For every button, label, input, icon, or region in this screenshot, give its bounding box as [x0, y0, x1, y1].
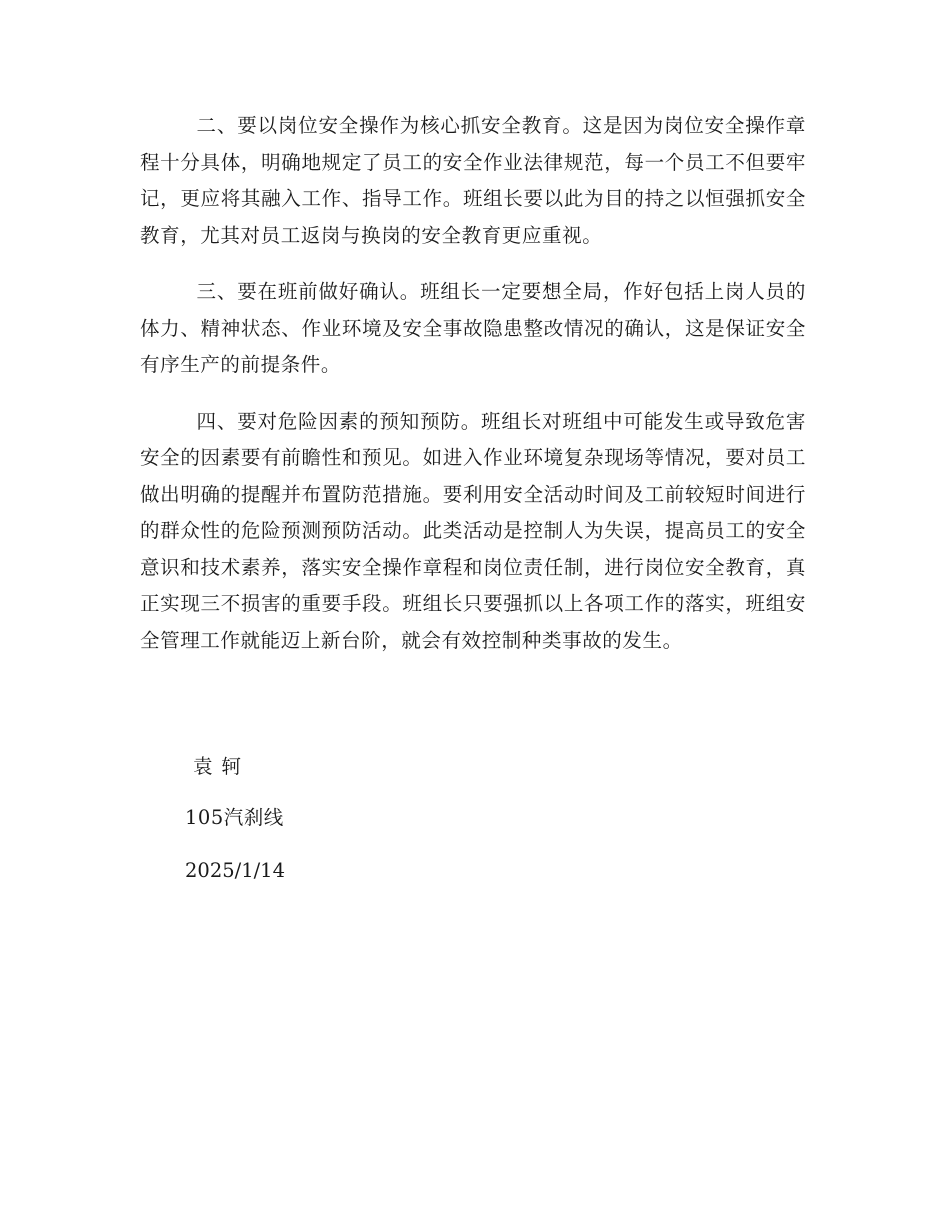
signature-date: 2025/1/14	[185, 859, 285, 882]
signature-department: 105汽刹线	[185, 806, 284, 829]
paragraph-three: 三、要在班前做好确认。班组长一定要想全局，作好包括上岗人员的体力、精神状态、作业环境及安全事故隐患整改情况的确认，这是保证安全有序生产的前提条件。	[140, 280, 806, 376]
signature-name: 袁轲	[193, 755, 251, 778]
document-body	[140, 108, 806, 679]
paragraph-two: 二、要以岗位安全操作为核心抓安全教育。这是因为岗位安全操作章程十分具体，明确地规定了员工的安全作业法律规范，每一个员工不但要牢记，更应将其融入工作、指导工作。班组长要以此为目的持之以恒强抓安全教育，尤其对员工返岗与换岗的安全教育更应重视。	[140, 114, 806, 247]
paragraph-four: 四、要对危险因素的预知预防。班组长对班组中可能发生或导致危害安全的因素要有前瞻性和预见。如进入作业环境复杂现场等情况，要对员工做出明确的提醒并布置防范措施。要利用安全活动时间及工前较短时间进行的群众性的危险预测预防活动。此类活动是控制人为失误，提高员工的安全意识和技术素养，落实安全操作章程和岗位责任制，进行岗位安全教育，真正实现三不损害的重要手段。班组长只要强抓以上各项工作的落实，班组安全管理工作就能迈上新台阶，就会有效控制种类事故的发生。	[140, 409, 806, 652]
